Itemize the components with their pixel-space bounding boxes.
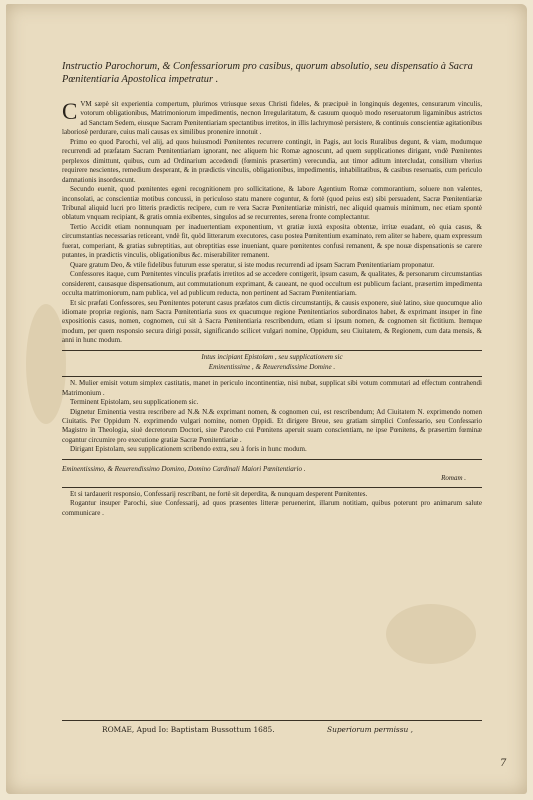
paragraph-intro-text: VM sæpè sit experientia compertum, plurimos vtriusque sexus Christi fideles, & præcipuè in longinquis degentes, censurarum vinculis, votorum obligationibus, Matrimoniorum impedimentis, necnon Irregularitatum, & casuum quoquò modo reseruatorum ligaminibus astrictos ad Sanctam Sedem, eiusque Sacram Pœnitentiariam spectantibus irretitos, in illis lachrymosè persistere, & continuis conscientiæ agitationibus laboriosè perdurare, cuius mali causas ex similibus pronenire innotuit .: [62, 100, 482, 137]
intus-instruction: Intus incipiant Epistolam , seu supplicationem sic: [201, 352, 343, 361]
printer-imprint: ROMAE, Apud Io: Baptistam Bussottum 1685.: [102, 725, 275, 734]
paragraph-confessores: Confessores itaque, cum Pœnitentes vinculis præfatis irretitos ad se accedere contigerit, ipsum casum, & qualitates, & personarum circumstantias considerent, causasque dispensationum, aut commutationum exprimant, & caueant, ne quod occultum est publicum faciant, præsertim impedimenta occulta matrimoniorum, nam publica, vel ad publicum reducta, non pertinent ad Sacram Pœnitentiariam.: [62, 270, 482, 298]
salutation: Eminentissime , & Reuerendissime Domine .: [208, 362, 336, 371]
section-rule: [62, 350, 482, 351]
paragraph-tertio: Tertio Accidit etiam nonnunquam per inaduertentiam exponentium, vt gratiæ iuxtà exposita obtentæ, irritæ euadant, eò quia casus, & circumstantias necessarias reticeant, vndè fit, quòd litterarum executores, casu postea Pœnitentium examinato, rem aliter se habere, quam expressum fuerat, comperiant, & gratias subreptitias, aut obreptitias esse inueniant, quare pœnitentes confusi remanent, & spe nouæ dispensationis se carere putantes, in prædictis vinculis, obligationibus &c. miserabiliter remanent.: [62, 222, 482, 260]
paragraph-et-sic: Et sic præfati Confessores, seu Pœnitentes poterunt casus præfatos cum dictis circumstantijs, & causis exponere, siuè latino, siue quocumque alio idiomate propriæ regionis, nam Sacra Pœnitentiaria suos ex quacumque regione Pœnitentiarios subordinatos habet, & exprimant insuper in fine expositionis casus, nomen, cognomen, cui sit à Sacra Pœnitentiaria rescribendum, etiam si ipsum nomen, & cognomen sit fictitium. Itemque modum, per quem responsio secura dirigi possit, significando scilicet vulgari nomine, Oppidum, seu Ciuitatem, & Regionem, cum data mensis, & anni in hunc modum.: [62, 298, 482, 345]
paragraph-dirigant: Dirigant Epistolam, seu supplicationem scribendo extra, seu à foris in hunc modum.: [70, 445, 307, 454]
paper-stain: [26, 304, 66, 424]
paragraph-dignetur: Dignetur Eminentia vestra rescribere ad N.& N.& exprimant nomen, & cognomen cui, est rescribendum; Ad Ciuitatem N. exprimendo nomen Ciuitatis. Per Oppidum N. exprimendo vulgari nomine, nomen Oppidi. Et dirigere Breue, seu gratiam simplici Confessario, seu Confessario Magistro in Theologia, siuè decretorum Doctori, siue Parocho cui Pœnitens aperuit suam conscientiam, ne ipse Pœnitens, & præsertim fœminæ cogantur circumire pro executione gratiæ Sacræ Pœnitentiariæ .: [62, 407, 482, 444]
section-rule: [62, 376, 482, 377]
address-inscription: Eminentissimo, & Reuerendissimo Domino, Domino Cardinali Maiori Pœnitentiario .: [62, 464, 306, 473]
paper-stain: [386, 604, 476, 664]
paragraph-rogantur: Rogantur insuper Parochi, siue Confessarij, ad quos præsentes litteræ peruenerint, illarum notitiam, quibus poterunt pro animarum salute communicare .: [62, 499, 482, 517]
document-body: [62, 60, 482, 518]
paragraph-primo: Primo eo quod Parochi, vel alij, ad quos huiusmodi Pœnitentes recurrere contingit, in Pagis, aut locis Ruralibus degunt, & viam, modumque recurrendi ad præfatam Sacram Pœnitentiariam ignorant, nec aliquem hic Romæ agnoscunt, ad quem supplicationes dirigant, vndè Pœnitentes perplexos dimittunt, quibus, cum ad Ordinarium accedendi (fœminis præsertim) verecundia, aut timor aditum intercludat, consilium vlterius requirere nescientes, remedium desperant, & in prædictis vinculis, obligationibus, impedimentis, inhabilitatibus, & casibus reseruatis, cum periculo damnationis insordescunt.: [62, 137, 482, 184]
paragraph-quare: Quare gratum Deo, & vtile fidelibus futurum esse speratur, si iste modus recurrendi ad ipsam Sacram Pœnitentiariam proponatur.: [70, 260, 435, 269]
paragraph-terminent: Terminent Epistolam, seu supplicationem sic.: [70, 398, 199, 407]
drop-cap: C: [62, 99, 78, 124]
permission-note: Superiorum permissu ,: [327, 725, 413, 734]
paragraph-secundo: Secundo euenit, quod pœnitentes egeni recognitionem pro sollicitatione, & labore Agentium Romæ commorantium, soluere non valentes, inconsolati, ac conscientiæ motibus concussi, in periculoso statu manere coguntur, & fortè (quod peius est) sibi persuadent, Sacræ Pœnitentiariæ Tribunal aliquid lucri pro litteris prædictis recipere, cum re vera Sacræ Pœnitentiariæ ministri, nec aliquid quamuis minimum, nec etiam spontè oblatum vnquam recipiant, & gratis omnia exibentes, singulos ad se recurrentes, serena fronte complectantur.: [62, 185, 482, 222]
document-title: Instructio Parochorum, & Confessariorum pro casibus, quorum absolutio, seu dispensatio à Sacra Pœnitentiaria Apostolica impetratur .: [62, 61, 473, 85]
paragraph-example: N. Mulier emisit votum simplex castitatis, manet in periculo incontinentiæ, nisi nubat, supplicat sibi votum commutari ad effectum contrahendi Matrimonium .: [62, 379, 482, 397]
section-rule: [62, 459, 482, 460]
imprint-line: [62, 720, 482, 734]
paragraph-et-si: Et si tardauerit responsio, Confessarij rescribant, ne fortè sit deperdita, & nunquam desperent Pœnitentes.: [70, 489, 368, 498]
folio-number: 7: [500, 758, 507, 769]
address-roma: Romam .: [441, 473, 466, 482]
section-rule: [62, 487, 482, 488]
imprint-rule: [62, 720, 482, 721]
paragraph-intro: [62, 100, 482, 138]
